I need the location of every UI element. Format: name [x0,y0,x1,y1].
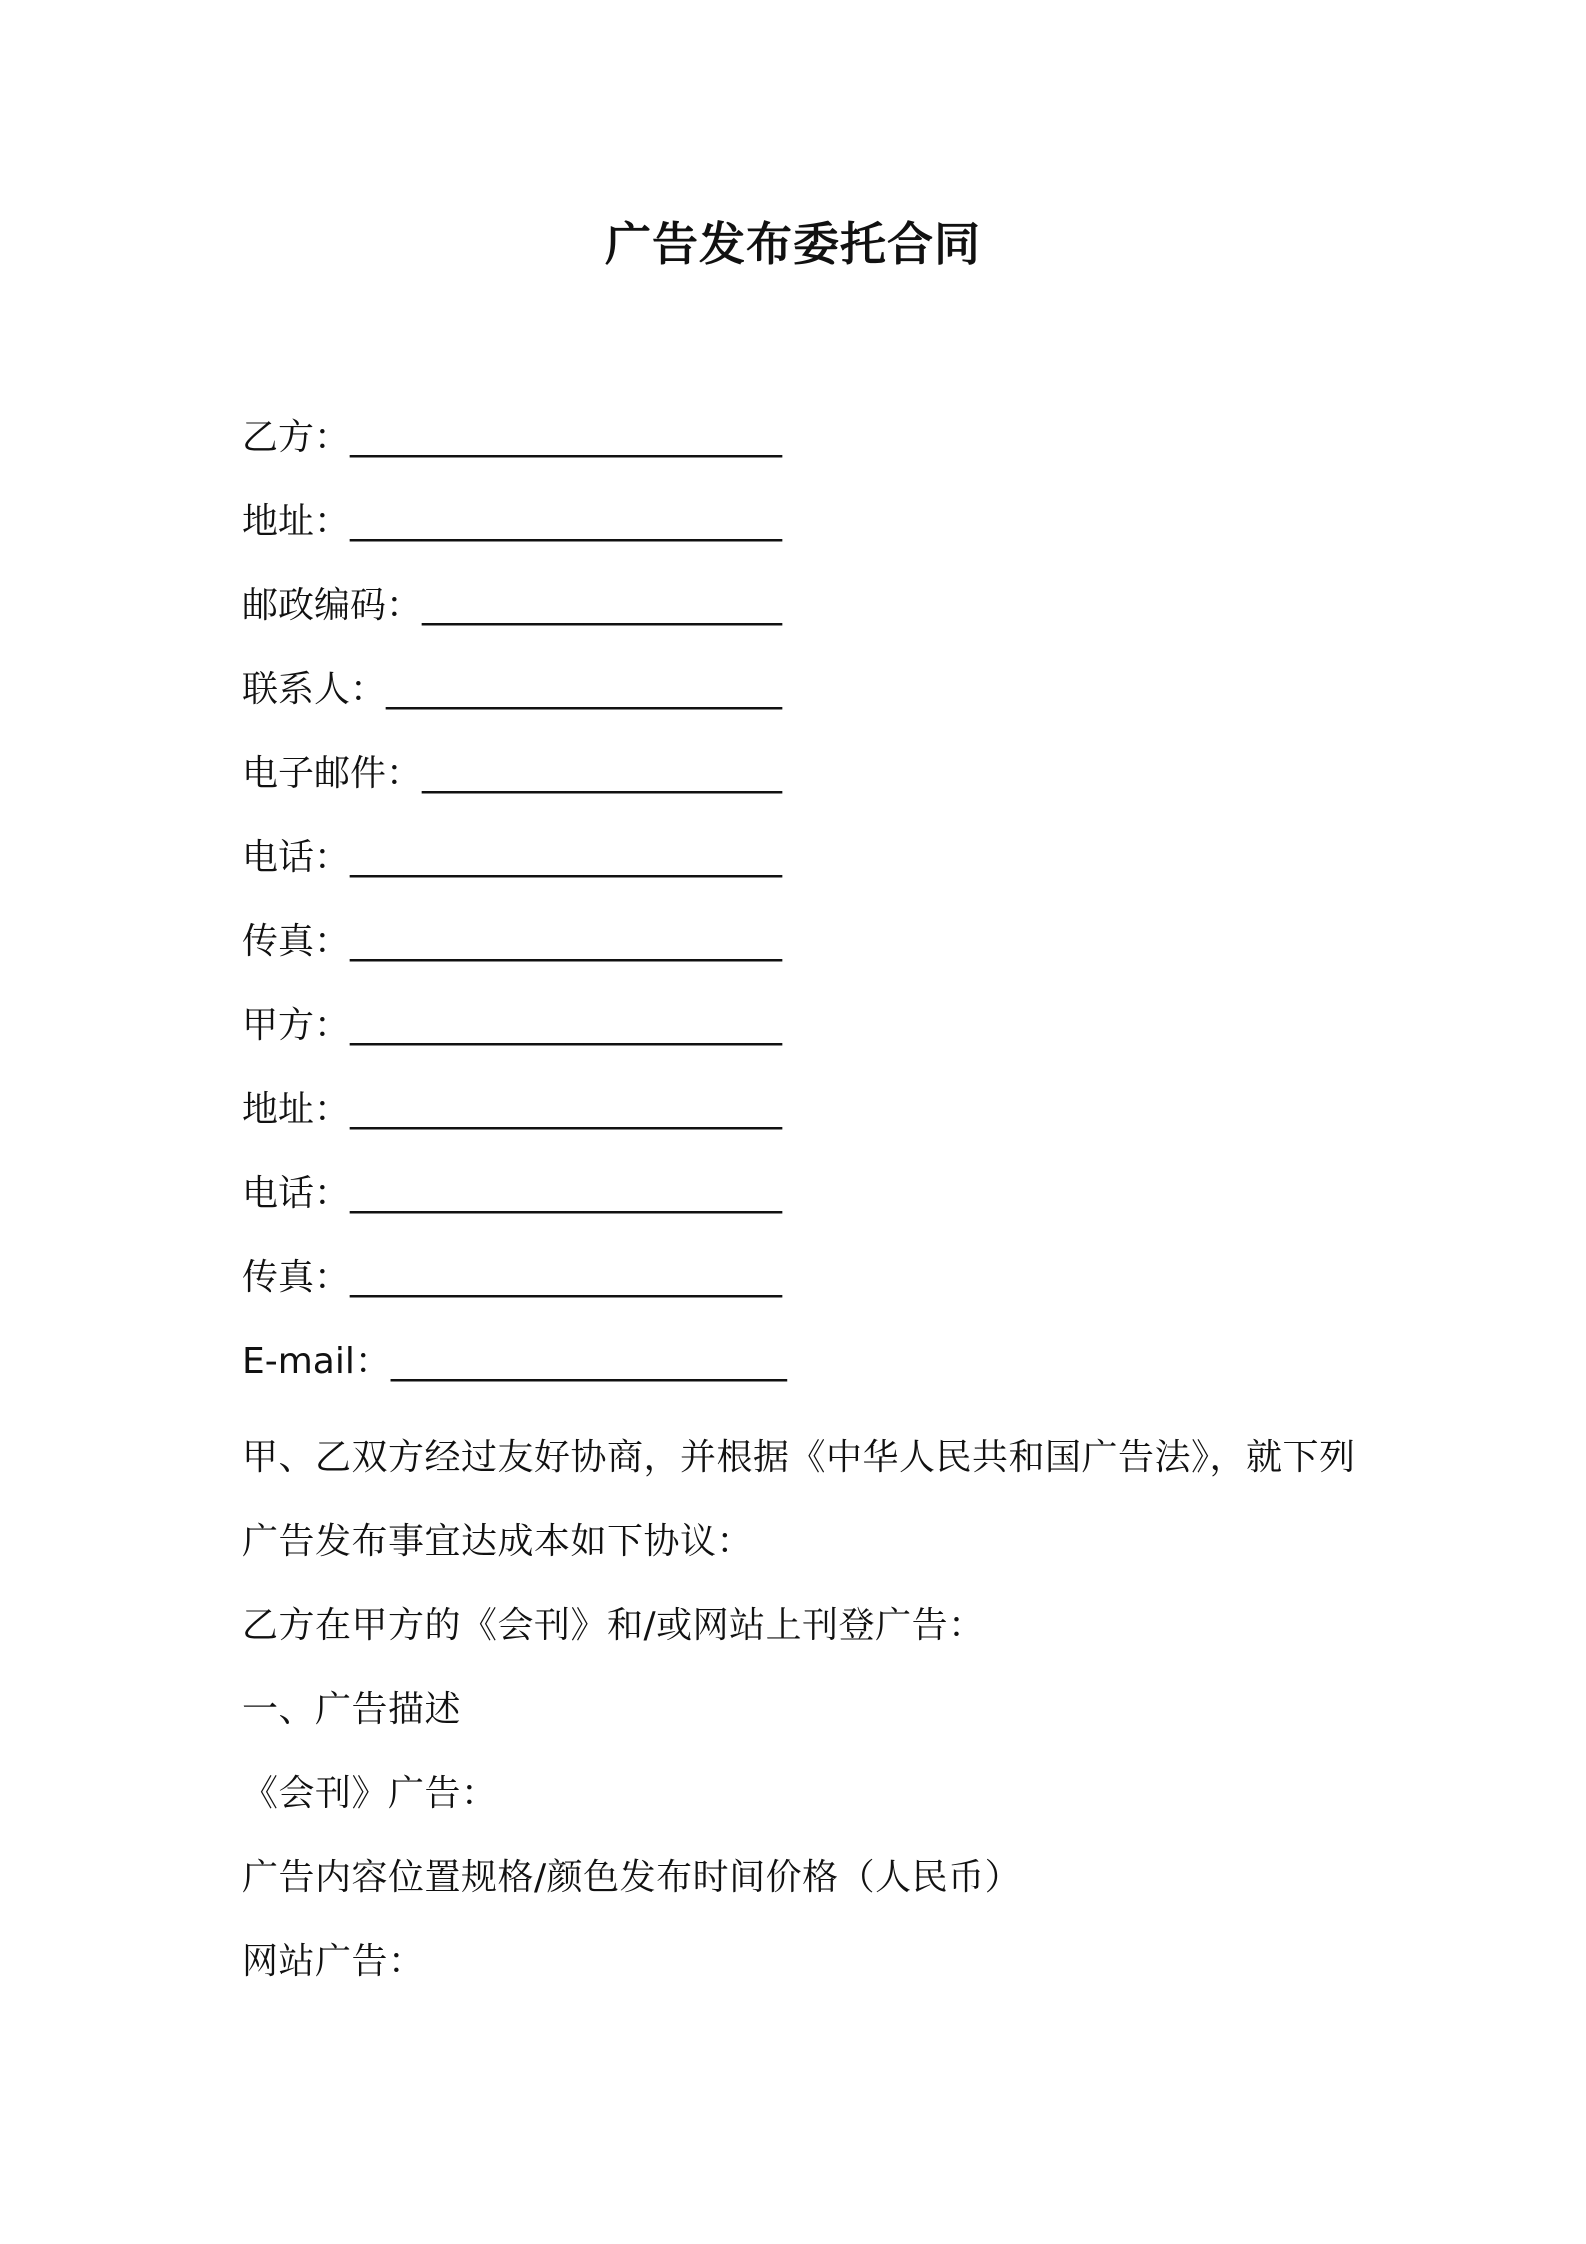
section-heading: 一、广告描述 [242,1689,462,1730]
field-phone-a [242,1164,1362,1248]
field-fax-a [242,1248,1362,1332]
field-blank[interactable]: ________________________ [350,837,783,878]
placement-paragraph: 乙方在甲方的《会刊》和/或网站上刊登广告： [242,1605,985,1646]
field-fax-b [242,912,1362,996]
field-label: 地址： [242,1089,351,1130]
field-phone-b [242,828,1362,912]
field-party-a [242,996,1362,1080]
field-label: 甲方： [242,1005,351,1046]
field-blank[interactable]: ________________________ [350,1173,783,1214]
table-header-text: 广告内容位置规格/颜色发布时间价格（人民币） [242,1857,1022,1898]
field-label: 联系人： [242,669,387,710]
field-contact [242,660,1362,744]
field-blank[interactable]: ______________________ [390,1341,787,1382]
field-label: 传真： [242,921,351,962]
journal-ad-label: 《会刊》广告： [242,1773,498,1814]
field-label: 邮政编码： [242,585,423,626]
field-label: 乙方： [242,417,351,458]
field-blank[interactable]: ______________________ [386,669,783,710]
field-party-b [242,408,1362,492]
field-blank[interactable]: ________________________ [350,417,783,458]
field-blank[interactable]: ____________________ [422,753,783,794]
field-email-a [242,1332,1362,1416]
field-label: 地址： [242,501,351,542]
field-blank[interactable]: ________________________ [350,1257,783,1298]
field-email-b [242,744,1362,828]
field-label: E-mail： [242,1341,391,1382]
document-title: 广告发布委托合同 [605,217,981,271]
field-blank[interactable]: ________________________ [350,501,783,542]
field-label: 电话： [242,1173,351,1214]
field-postcode [242,576,1362,660]
field-label: 传真： [242,1257,351,1298]
field-blank[interactable]: ________________________ [350,1005,783,1046]
web-ad-label: 网站广告： [242,1941,425,1982]
field-blank[interactable]: ________________________ [350,921,783,962]
intro-paragraph: 甲、乙双方经过友好协商，并根据《中华人民共和国广告法》，就下列广告发布事宜达成本如下协议： [242,1437,1356,1562]
field-label: 电话： [242,837,351,878]
field-blank[interactable]: ____________________ [422,585,783,626]
field-address-b [242,492,1362,576]
document-body [242,408,1362,2004]
field-blank[interactable]: ________________________ [350,1089,783,1130]
field-address-a [242,1080,1362,1164]
field-label: 电子邮件： [242,753,423,794]
